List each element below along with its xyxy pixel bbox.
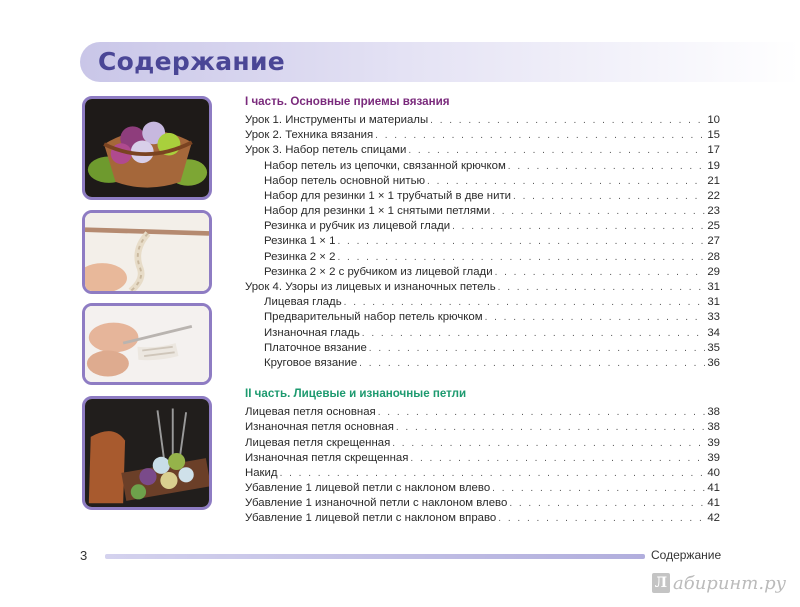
yarn-vase-photo <box>82 396 212 510</box>
toc-entry[interactable] <box>245 420 720 435</box>
toc-leader-dots <box>495 265 706 280</box>
toc-entry-page: 15 <box>707 129 720 142</box>
toc-entry-title: Убавление 1 изнаночной петли с наклоном влево <box>245 497 508 510</box>
toc-leader-dots <box>362 326 706 341</box>
footer-section-label: Содержание <box>651 548 722 562</box>
toc-entry-title: Урок 3. Набор петель спицами <box>245 144 407 157</box>
toc-leader-dots <box>280 466 706 481</box>
toc-entry-title: Изнаночная гладь <box>264 326 360 339</box>
toc-entry-title: Предварительный набор петель крючком <box>264 311 483 324</box>
toc-entry-page: 39 <box>707 451 720 464</box>
toc-entry-title: Круговое вязание <box>264 356 358 369</box>
toc-entry-page: 25 <box>707 220 720 233</box>
toc-entry-page: 19 <box>707 159 720 172</box>
toc-entry-page: 38 <box>707 406 720 419</box>
toc-entry-page: 34 <box>707 326 720 339</box>
toc-leader-dots <box>485 310 706 325</box>
toc-leader-dots <box>498 511 705 526</box>
toc-entry-title: Изнаночная петля скрещенная <box>245 451 409 464</box>
toc-entry[interactable] <box>245 326 720 341</box>
toc-leader-dots <box>410 451 705 466</box>
toc-entry-title: Набор для резинки 1 × 1 трубчатый в две нити <box>264 189 512 202</box>
toc-entry[interactable] <box>245 310 720 325</box>
toc-entry-page: 33 <box>707 311 720 324</box>
toc-entry-page: 27 <box>707 235 720 248</box>
toc-leader-dots <box>430 113 705 128</box>
toc-entry-title: Лицевая петля основная <box>245 406 376 419</box>
toc-entry[interactable] <box>245 219 720 234</box>
toc-entry-title: Убавление 1 лицевой петли с наклоном вправо <box>245 512 497 525</box>
toc-entry[interactable] <box>245 265 720 280</box>
toc-entry-page: 42 <box>707 512 720 525</box>
toc-entry-title: Платочное вязание <box>264 341 367 354</box>
toc-entry-title: Набор петель основной нитью <box>264 174 426 187</box>
knitting-hands-photo <box>82 303 212 385</box>
toc-leader-dots <box>427 174 705 189</box>
toc-entry-page: 40 <box>707 466 720 479</box>
toc-entry-page: 41 <box>707 497 720 510</box>
labirint-watermark <box>652 571 786 595</box>
page-number: 3 <box>80 548 88 563</box>
toc-entry[interactable] <box>245 356 720 371</box>
toc-entry[interactable] <box>245 436 720 451</box>
toc-entry[interactable] <box>245 159 720 174</box>
toc-entry-title: Убавление 1 лицевой петли с наклоном влево <box>245 482 491 495</box>
toc-entry[interactable] <box>245 204 720 219</box>
toc-leader-dots <box>344 295 706 310</box>
toc-leader-dots <box>369 341 706 356</box>
toc-entry[interactable] <box>245 113 720 128</box>
toc-entry[interactable] <box>245 496 720 511</box>
toc-entry-title: Накид <box>245 466 278 479</box>
watermark-text: абиринт.ру <box>673 572 787 594</box>
toc-entry[interactable] <box>245 143 720 158</box>
yarn-basket-photo <box>82 96 212 200</box>
toc-entry-page: 21 <box>707 174 720 187</box>
toc-entry[interactable] <box>245 174 720 189</box>
toc-leader-dots <box>337 234 705 249</box>
toc-entry[interactable] <box>245 128 720 143</box>
toc-entry-page: 29 <box>707 265 720 278</box>
toc-entry-page: 36 <box>707 356 720 369</box>
toc-entry-page: 38 <box>707 421 720 434</box>
toc-entry-page: 10 <box>707 113 720 126</box>
toc-entry-page: 31 <box>707 281 720 294</box>
watermark-logo-letter: Л <box>652 573 670 593</box>
toc-entry-title: Лицевая гладь <box>264 296 342 309</box>
toc-entry[interactable] <box>245 512 720 527</box>
toc-entry-title: Резинка 2 × 2 с рубчиком из лицевой глади <box>264 265 493 278</box>
part1-entries <box>245 113 720 371</box>
toc-entry-title: Изнаночная петля основная <box>245 421 394 434</box>
toc-entry-title: Набор для резинки 1 × 1 снятыми петлями <box>264 205 491 218</box>
toc-leader-dots <box>492 204 705 219</box>
toc-leader-dots <box>498 280 706 295</box>
toc-entry[interactable] <box>245 295 720 310</box>
toc-entry-title: Урок 1. Инструменты и материалы <box>245 113 429 126</box>
toc-entry-title: Резинка 2 × 2 <box>264 250 336 263</box>
toc-entry[interactable] <box>245 481 720 496</box>
toc-leader-dots <box>396 420 705 435</box>
page-title: Содержание <box>98 47 286 76</box>
toc-entry-title: Урок 2. Техника вязания <box>245 129 374 142</box>
toc-leader-dots <box>513 189 705 204</box>
toc-entry[interactable] <box>245 466 720 481</box>
toc-entry-page: 35 <box>707 341 720 354</box>
crochet-chain-photo <box>82 210 212 294</box>
table-of-contents <box>245 94 720 527</box>
toc-entry[interactable] <box>245 280 720 295</box>
toc-entry[interactable] <box>245 451 720 466</box>
footer-rule <box>105 554 645 559</box>
toc-leader-dots <box>375 128 705 143</box>
toc-leader-dots <box>359 356 705 371</box>
toc-entry-title: Лицевая петля скрещенная <box>245 436 391 449</box>
toc-leader-dots <box>452 219 705 234</box>
toc-leader-dots <box>337 250 705 265</box>
toc-entry-title: Резинка и рубчик из лицевой глади <box>264 220 451 233</box>
toc-entry-page: 23 <box>707 205 720 218</box>
toc-entry-title: Набор петель из цепочки, связанной крючком <box>264 159 506 172</box>
toc-entry[interactable] <box>245 189 720 204</box>
part2-heading: II часть. Лицевые и изнаночные петли <box>245 387 467 401</box>
toc-entry-title: Урок 4. Узоры из лицевых и изнаночных петель <box>245 281 496 294</box>
toc-leader-dots <box>408 143 705 158</box>
toc-entry[interactable] <box>245 250 720 265</box>
toc-entry-title: Резинка 1 × 1 <box>264 235 336 248</box>
toc-leader-dots <box>508 159 706 174</box>
toc-leader-dots <box>378 405 706 420</box>
toc-entry-page: 28 <box>707 250 720 263</box>
toc-leader-dots <box>492 481 705 496</box>
toc-entry-page: 39 <box>707 436 720 449</box>
toc-entry[interactable] <box>245 405 720 420</box>
toc-leader-dots <box>392 436 705 451</box>
toc-entry-page: 17 <box>707 144 720 157</box>
part2-entries <box>245 405 720 527</box>
toc-entry-page: 41 <box>707 482 720 495</box>
part1-heading: I часть. Основные приемы вязания <box>245 95 450 108</box>
toc-leader-dots <box>509 496 705 511</box>
toc-entry-page: 22 <box>707 189 720 202</box>
toc-entry-page: 31 <box>707 296 720 309</box>
toc-entry[interactable] <box>245 341 720 356</box>
toc-entry[interactable] <box>245 235 720 250</box>
